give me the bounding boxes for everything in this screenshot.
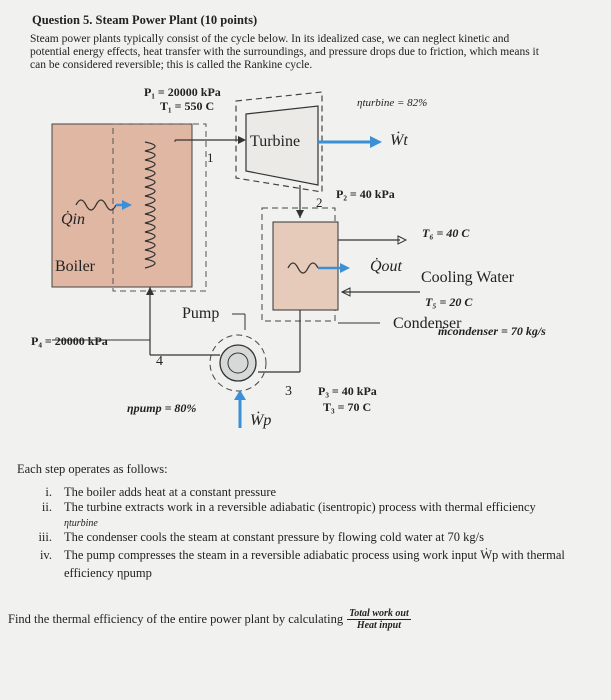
- p3-label: P₃ = 40 kPa: [318, 384, 377, 398]
- condenser-box: [273, 222, 338, 310]
- t3-label: T₃ = 70 C: [323, 400, 372, 414]
- step-number: ii.: [41, 500, 52, 514]
- t1-label: T₁ = 550 C: [160, 99, 215, 113]
- turbine-work-label: Ẇt: [390, 132, 408, 149]
- fraction-denominator: Heat input: [356, 620, 401, 631]
- intro-line-2: potential energy effects, heat transfer with the surroundings, and pressure drops due to friction, which means it: [30, 46, 539, 58]
- state-4-label: 4: [156, 354, 163, 369]
- state-1-label: 1: [207, 150, 214, 165]
- t5-label: T₅ = 20 C: [425, 295, 473, 309]
- step-item: [30, 500, 536, 515]
- p1-label: P₁ = 20000 kPa: [144, 85, 221, 99]
- p2-label: P₂ = 40 kPa: [336, 187, 395, 201]
- step-number: iii.: [38, 530, 52, 544]
- state-2-label: 2: [316, 195, 323, 210]
- find-question: [8, 608, 411, 631]
- p4-label: P₄ = 20000 kPa: [31, 334, 108, 348]
- step-text: efficiency ηpump: [64, 566, 152, 580]
- turbine-label: Turbine: [250, 133, 301, 150]
- step-item-continued: [64, 566, 152, 581]
- pump-work-label: Ẇp: [250, 412, 272, 429]
- step-text: ηturbine: [64, 518, 98, 529]
- step-text: The pump compresses the steam in a reversible adiabatic process using work input Ẇp with thermal: [64, 548, 565, 562]
- eta-turbine-label: ηturbine = 82%: [357, 97, 428, 109]
- m-condenser-label: ṁcondenser = 70 kg/s: [438, 324, 546, 338]
- question-title: Question 5. Steam Power Plant (10 points): [32, 13, 258, 27]
- intro-line-1: Steam power plants typically consist of the cycle below. In its idealized case, we can neglect kinetic and: [30, 33, 510, 45]
- t6-label: T₆ = 40 C: [422, 226, 470, 240]
- pump-label: Pump: [182, 305, 220, 322]
- condenser-label: Condenser: [393, 315, 462, 332]
- state-3-label: 3: [285, 384, 292, 399]
- step-text: The boiler adds heat at a constant pressure: [64, 485, 277, 499]
- step-text: The turbine extracts work in a reversible adiabatic (isentropic) process with thermal efficiency: [64, 500, 536, 514]
- step-text: The condenser cools the steam at constant pressure by flowing cold water at 70 kg/s: [64, 530, 485, 544]
- step-number: i.: [45, 485, 52, 499]
- find-question-text: Find the thermal efficiency of the entire power plant by calculating: [8, 612, 344, 626]
- q-out-label: Q̇out: [370, 258, 402, 275]
- intro-line-3: can be considered reversible; this is called the Rankine cycle.: [30, 59, 313, 71]
- step-item: [30, 530, 484, 545]
- step-item: [30, 548, 565, 563]
- step-item-continued: [64, 518, 98, 529]
- step-number: iv.: [39, 548, 52, 562]
- eta-pump-label: ηpump = 80%: [127, 401, 197, 415]
- fraction-numerator: Total work out: [349, 608, 409, 619]
- boiler-label: Boiler: [55, 258, 95, 275]
- steps-heading: Each step operates as follows:: [17, 462, 168, 476]
- step-item: [30, 485, 276, 500]
- pump-circle: [220, 345, 256, 381]
- efficiency-fraction: [347, 608, 411, 631]
- cooling-water-label: Cooling Water: [421, 269, 515, 286]
- q-in-label: Q̇in: [61, 211, 85, 228]
